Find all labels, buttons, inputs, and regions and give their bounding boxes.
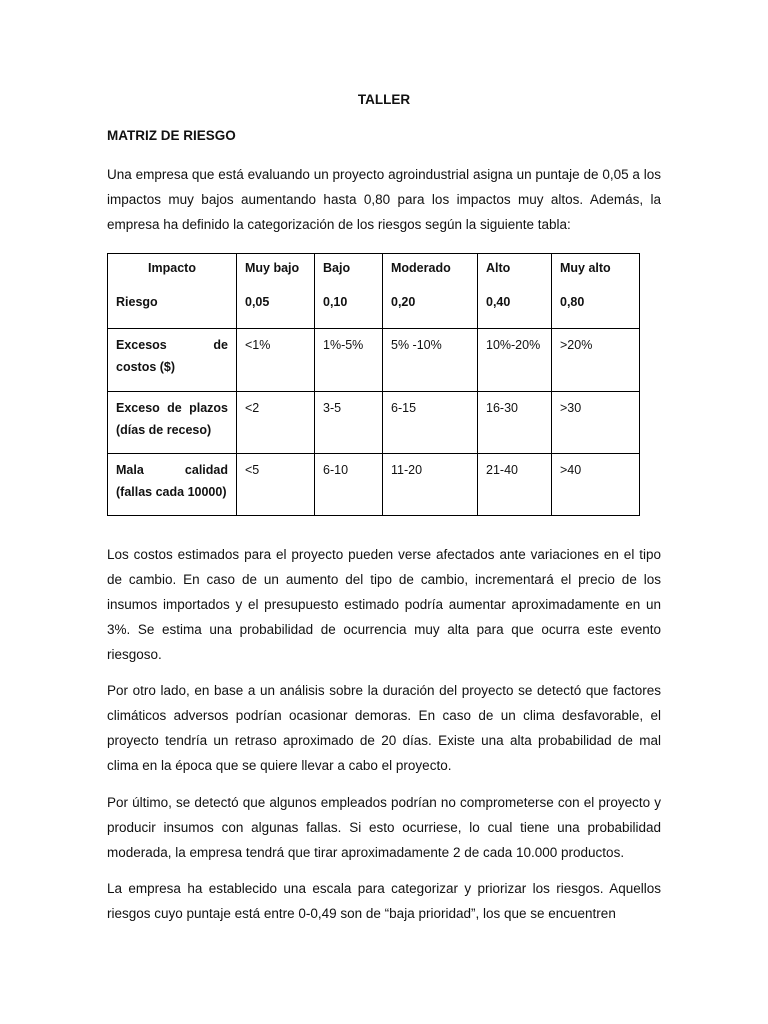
header-level-cell	[315, 254, 383, 329]
header-level-cell	[478, 254, 552, 329]
category-line: (días de receso)	[116, 423, 212, 437]
row-category-cell	[108, 454, 237, 516]
category-line: Mala calidad	[116, 463, 228, 477]
level-name: Moderado	[391, 261, 451, 275]
table-cell: 10%-20%	[478, 329, 552, 392]
impact-label: Impacto	[148, 261, 196, 275]
intro-paragraph: Una empresa que está evaluando un proyecto agroindustrial asigna un puntaje de 0,05 a los impactos muy bajos aumentando hasta 0,80 para los impactos muy altos. Además, la empresa ha definido la categorización de los riesgos según la siguiente tabla:	[107, 167, 661, 232]
category-line: (fallas cada 10000)	[116, 485, 227, 499]
table-row	[108, 392, 640, 454]
table-cell: 11-20	[383, 454, 478, 516]
body-paragraph: Por último, se detectó que algunos empleados podrían no comprometerse con el proyecto y producir insumos con algunas fallas. Si esto ocurriese, lo cual tiene una probabilidad moderada, la empresa tendrá que tirar aproximadamente 2 de cada 10.000 productos.	[107, 795, 661, 860]
level-name: Bajo	[323, 261, 351, 275]
table-row	[108, 329, 640, 392]
body-paragraph: Los costos estimados para el proyecto pueden verse afectados ante variaciones en el tipo de cambio. En caso de un aumento del tipo de cambio, incrementará el precio de los insumos importados y el presupuesto estimado podría aumentar aproximadamente en un 3%. Se estima una probabilidad de ocurrencia muy alta para que ocurra este evento riesgoso.	[107, 547, 661, 662]
header-level-cell	[237, 254, 315, 329]
level-score: 0,20	[391, 295, 416, 309]
risk-label: Riesgo	[116, 295, 158, 309]
header-level-cell	[383, 254, 478, 329]
row-category-cell	[108, 392, 237, 454]
level-name: Muy bajo	[245, 261, 300, 275]
level-score: 0,80	[560, 295, 585, 309]
level-score: 0,40	[486, 295, 511, 309]
category-line: Exceso de plazos	[116, 401, 228, 415]
category-line: Excesos de	[116, 338, 228, 352]
table-cell: 3-5	[315, 392, 383, 454]
table-cell: 21-40	[478, 454, 552, 516]
table-row	[108, 454, 640, 516]
table-cell: <2	[237, 392, 315, 454]
level-name: Muy alto	[560, 261, 611, 275]
table-cell: 16-30	[478, 392, 552, 454]
table-cell: 5% -10%	[383, 329, 478, 392]
header-level-cell	[552, 254, 640, 329]
section-heading: MATRIZ DE RIESGO	[107, 128, 236, 143]
level-name: Alto	[486, 261, 511, 275]
table-header-row	[108, 254, 640, 329]
header-label-cell	[108, 254, 237, 329]
table-cell: 6-15	[383, 392, 478, 454]
level-score: 0,10	[323, 295, 348, 309]
document-title: TALLER	[357, 92, 411, 107]
body-paragraph: La empresa ha establecido una escala para categorizar y priorizar los riesgos. Aquellos riesgos cuyo puntaje está entre 0-0,49 son de “baja prioridad”, los que se encuentren	[107, 881, 661, 921]
category-line: costos ($)	[116, 360, 176, 374]
risk-matrix-table	[107, 253, 640, 516]
table-cell: >40	[552, 454, 640, 516]
table-cell: <1%	[237, 329, 315, 392]
level-score: 0,05	[245, 295, 270, 309]
body-paragraph: Por otro lado, en base a un análisis sobre la duración del proyecto se detectó que factores climáticos adversos podrían ocasionar demoras. En caso de un clima desfavorable, el proyecto tendría un retraso aproximado de 20 días. Existe una alta probabilidad de mal clima en la época que se quiere llevar a cabo el proyecto.	[107, 683, 661, 773]
table-cell: 6-10	[315, 454, 383, 516]
table-cell: 1%-5%	[315, 329, 383, 392]
table-cell: <5	[237, 454, 315, 516]
table-cell: >30	[552, 392, 640, 454]
table-cell: >20%	[552, 329, 640, 392]
row-category-cell	[108, 329, 237, 392]
